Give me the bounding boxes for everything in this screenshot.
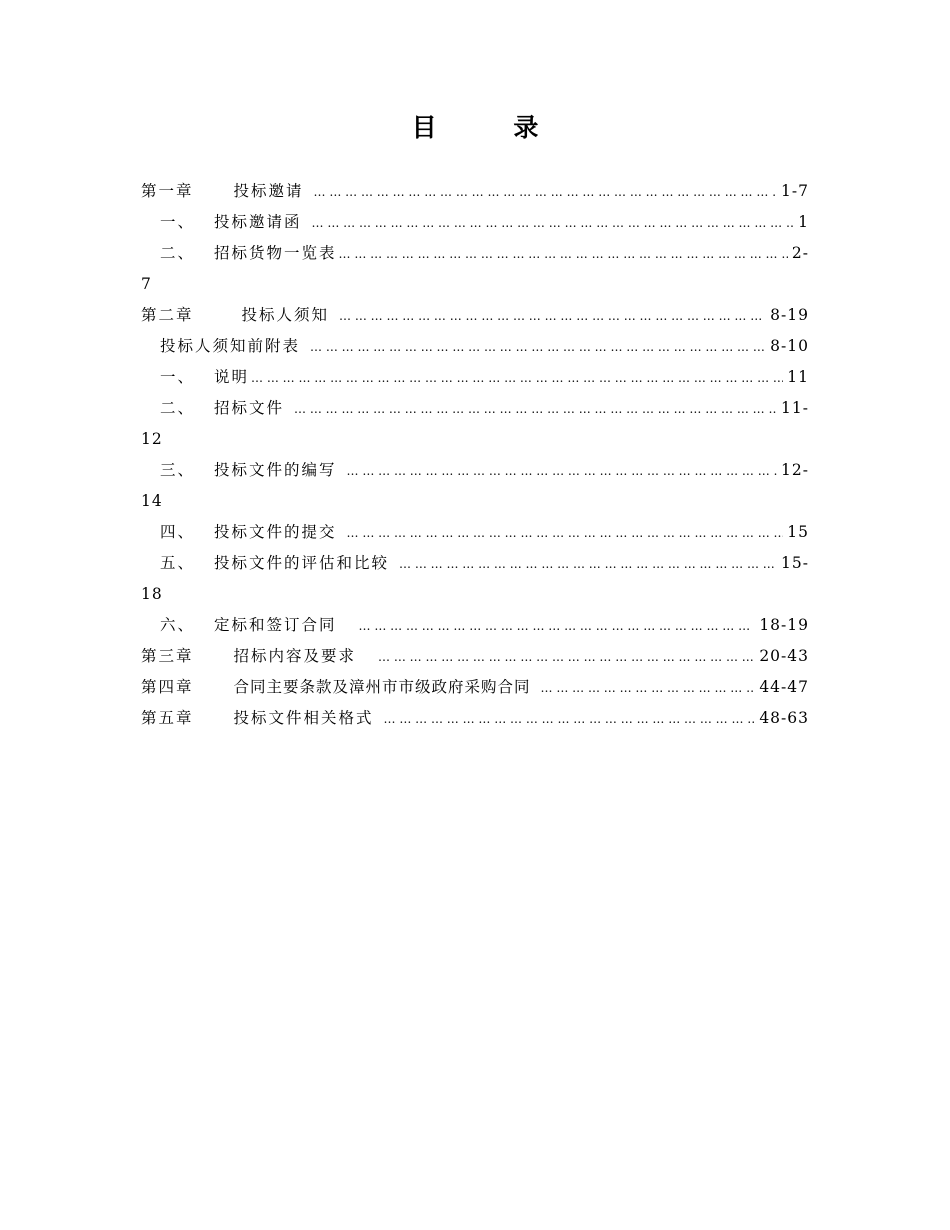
toc-section-title: 说明 [214, 368, 250, 386]
toc-entry-chapter-3[interactable] [141, 641, 809, 672]
toc-chapter-title: 投标文件相关格式 [233, 709, 374, 727]
toc-section-title: 投标文件的评估和比较 [214, 554, 390, 572]
toc-leader-dots [312, 208, 795, 239]
toc-section-number: 五、 [160, 554, 196, 572]
toc-page-number-continued: 18 [141, 585, 163, 603]
toc-chapter-number: 第五章 [141, 709, 194, 727]
toc-page-number: 8-19 [770, 306, 809, 324]
toc-entry-section-2-0[interactable] [141, 331, 809, 362]
toc-page-number-continued: 14 [141, 492, 163, 510]
toc-section-number: 六、 [160, 616, 196, 634]
toc-leader-dots [251, 363, 783, 394]
toc-page-number: 11 [787, 368, 809, 386]
toc-entry-section-1-1[interactable] [141, 207, 809, 238]
toc-entry-section-1-2[interactable] [141, 238, 809, 269]
toc-page-number: 11- [781, 399, 809, 417]
toc-section-title: 投标邀请函 [214, 213, 302, 231]
toc-chapter-number: 第三章 [141, 647, 194, 665]
toc-section-number: 二、 [160, 244, 196, 262]
toc-leader-dots [541, 673, 756, 704]
toc-section-title: 招标文件 [214, 399, 285, 417]
toc-leader-dots [314, 177, 778, 208]
toc-section-title: 投标文件的提交 [214, 523, 337, 541]
toc-page-number-continued: 12 [141, 430, 163, 448]
toc-entry-section-2-5[interactable] [141, 548, 809, 579]
toc-chapter-title: 投标邀请 [233, 182, 304, 200]
toc-page-number-continued: 7 [141, 275, 152, 293]
toc-leader-dots [384, 704, 756, 735]
toc-page-number: 8-10 [770, 337, 809, 355]
toc-leader-dots [310, 332, 766, 363]
toc-leader-dots [378, 642, 755, 673]
toc-section-title: 投标文件的编写 [214, 461, 337, 479]
toc-leader-dots [339, 239, 788, 270]
toc-chapter-title: 合同主要条款及漳州市市级政府采购合同 [233, 678, 531, 696]
toc-leader-dots [347, 518, 784, 549]
toc-page-number: 12- [781, 461, 809, 479]
toc-entry-chapter-2[interactable] [141, 300, 809, 331]
toc-section-number: 三、 [160, 461, 196, 479]
toc-page-number: 15- [781, 554, 809, 572]
toc-chapter-number: 第一章 [141, 182, 194, 200]
toc-entry-section-2-4[interactable] [141, 517, 809, 548]
toc-entry-section-2-6[interactable] [141, 610, 809, 641]
toc-leader-dots [399, 549, 777, 580]
toc-page-number: 18-19 [759, 616, 809, 634]
toc-entry-chapter-1[interactable] [141, 176, 809, 207]
toc-section-title: 投标人须知前附表 [160, 337, 301, 355]
toc-entry-section-2-2[interactable] [141, 393, 809, 424]
page-title: 目 录 [411, 113, 573, 142]
toc-chapter-title: 投标人须知 [241, 306, 330, 324]
toc-chapter-number: 第四章 [141, 678, 194, 696]
toc-section-number: 一、 [160, 213, 196, 231]
toc-section-number: 一、 [160, 368, 196, 386]
toc-section-number: 四、 [160, 523, 196, 541]
toc-section-title: 定标和签订合同 [214, 616, 337, 634]
toc-section-title: 招标货物一览表 [214, 244, 337, 262]
toc-entry-chapter-4[interactable] [141, 672, 809, 703]
toc-page-number: 2- [791, 244, 809, 262]
toc-page-number: 44-47 [759, 678, 809, 696]
toc-leader-dots [294, 394, 777, 425]
toc-page-number: 1 [798, 213, 809, 231]
toc-chapter-number: 第二章 [141, 306, 194, 324]
toc-leader-dots [339, 301, 766, 332]
toc-page-number: 20-43 [759, 647, 809, 665]
toc-section-number: 二、 [160, 399, 196, 417]
toc-leader-dots [359, 611, 756, 642]
toc-page-number: 1-7 [781, 182, 809, 200]
toc-entry-section-2-3[interactable] [141, 455, 809, 486]
toc-leader-dots [347, 456, 778, 487]
toc-entry-section-2-1[interactable] [141, 362, 809, 393]
toc-entry-chapter-5[interactable] [141, 703, 809, 734]
toc-chapter-title: 招标内容及要求 [233, 647, 357, 665]
toc-page-number: 15 [787, 523, 809, 541]
table-of-contents [141, 176, 809, 734]
toc-page-number: 48-63 [759, 709, 809, 727]
